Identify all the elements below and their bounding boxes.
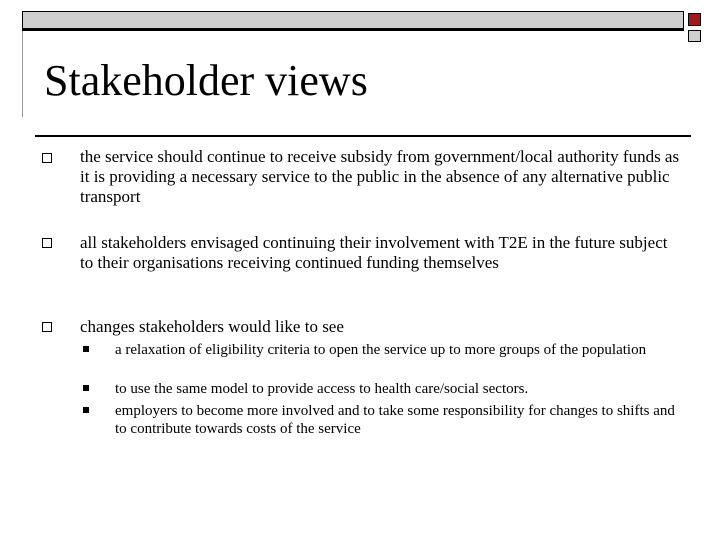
- hollow-square-bullet-icon: [42, 153, 52, 163]
- bullet-text: the service should continue to receive subsidy from government/local authority funds as it is providing a necessary service to the public in the absence of any alternative public transport: [80, 147, 680, 206]
- header-bar: [22, 11, 684, 31]
- bullet-text: all stakeholders envisaged continuing their involvement with T2E in the future subject to their organisations receiving continued funding themselves: [80, 233, 668, 272]
- bullet-text: changes stakeholders would like to see: [80, 317, 344, 336]
- filled-square-bullet-icon: [83, 346, 89, 352]
- sub-bullet-text: to use the same model to provide access to health care/social sectors.: [115, 381, 529, 397]
- hollow-square-bullet-icon: [42, 238, 52, 248]
- left-border-line: [22, 31, 23, 117]
- hollow-square-bullet-icon: [42, 322, 52, 332]
- accent-square-grey: [688, 30, 701, 42]
- filled-square-bullet-icon: [83, 385, 89, 391]
- accent-square-red: [688, 13, 701, 26]
- sub-bullet-text: employers to become more involved and to take some responsibility for changes to shifts and to contribute towards costs of the service: [115, 403, 675, 437]
- title-divider: [35, 135, 691, 137]
- filled-square-bullet-icon: [83, 407, 89, 413]
- slide-title: Stakeholder views: [44, 56, 368, 105]
- sub-bullet-text: a relaxation of eligibility criteria to open the service up to more groups of the population: [115, 342, 647, 358]
